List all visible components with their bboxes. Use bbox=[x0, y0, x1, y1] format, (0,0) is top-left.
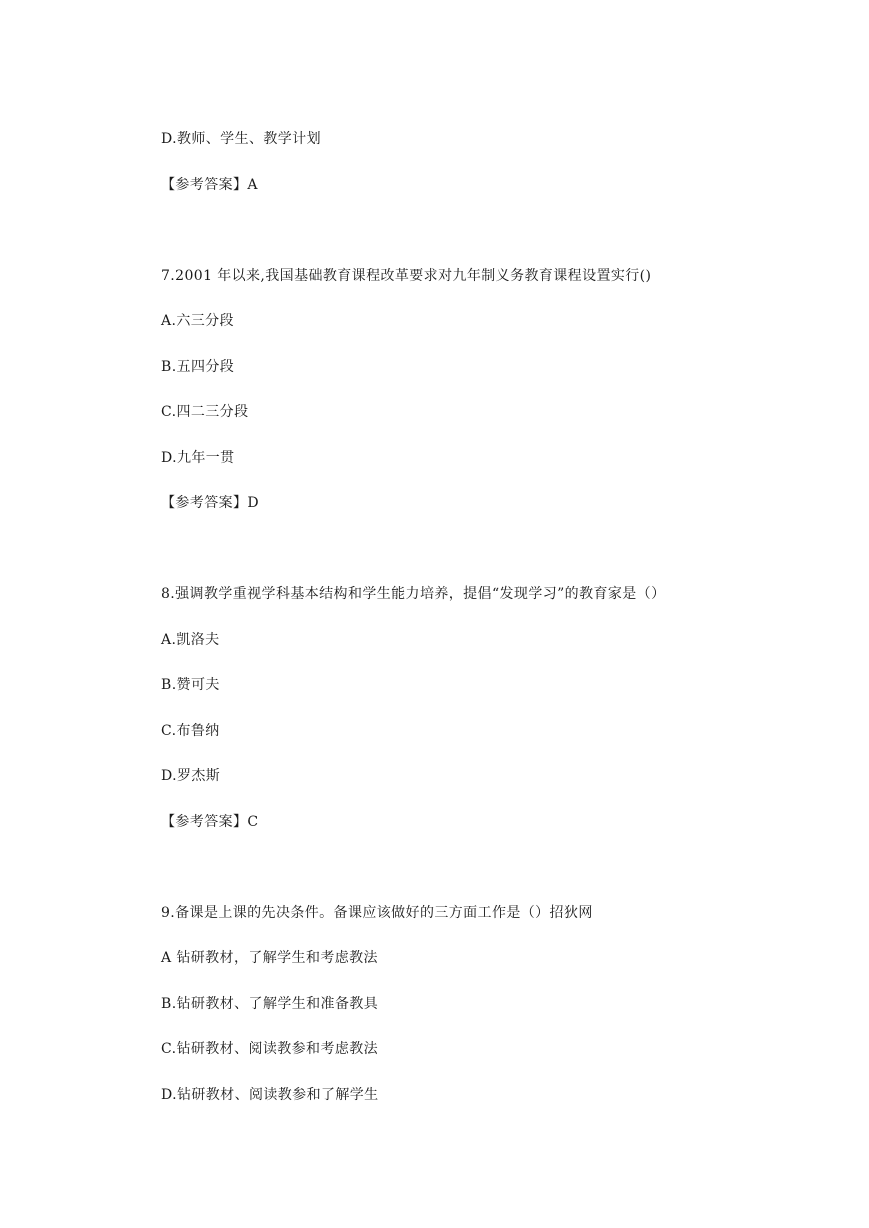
q7-question: 7.2001 年以来,我国基础教育课程改革要求对九年制义务教育课程设置实行() bbox=[161, 268, 652, 284]
q8-option-d: D.罗杰斯 bbox=[161, 768, 221, 784]
q7-option-b: B.五四分段 bbox=[161, 359, 235, 375]
q7-option-c: C.四二三分段 bbox=[161, 404, 249, 420]
q7-option-a: A.六三分段 bbox=[161, 313, 234, 329]
q9-question: 9.备课是上课的先决条件。备课应该做好的三方面工作是（）招狄网 bbox=[161, 905, 593, 921]
q8-answer: 【参考答案】C bbox=[161, 814, 259, 830]
q7-answer: 【参考答案】D bbox=[161, 495, 260, 511]
q7-option-d: D.九年一贯 bbox=[161, 450, 235, 466]
q9-option-d: D.钻研教材、阅读教参和了解学生 bbox=[161, 1087, 379, 1103]
q9-option-a: A 钻研教材，了解学生和考虑教法 bbox=[161, 950, 378, 966]
q9-option-b: B.钻研教材、了解学生和准备教具 bbox=[161, 996, 379, 1012]
q9-option-c: C.钻研教材、阅读教参和考虑教法 bbox=[161, 1041, 379, 1057]
q6-option-d: D.教师、学生、教学计划 bbox=[161, 131, 321, 147]
q6-answer: 【参考答案】A bbox=[161, 177, 258, 193]
q8-option-a: A.凯洛夫 bbox=[161, 632, 220, 648]
q8-question: 8.强调教学重视学科基本结构和学生能力培养，提倡“发现学习”的教育家是（） bbox=[161, 586, 666, 602]
q8-option-c: C.布鲁纳 bbox=[161, 723, 220, 739]
q8-option-b: B.赞可夫 bbox=[161, 677, 220, 693]
